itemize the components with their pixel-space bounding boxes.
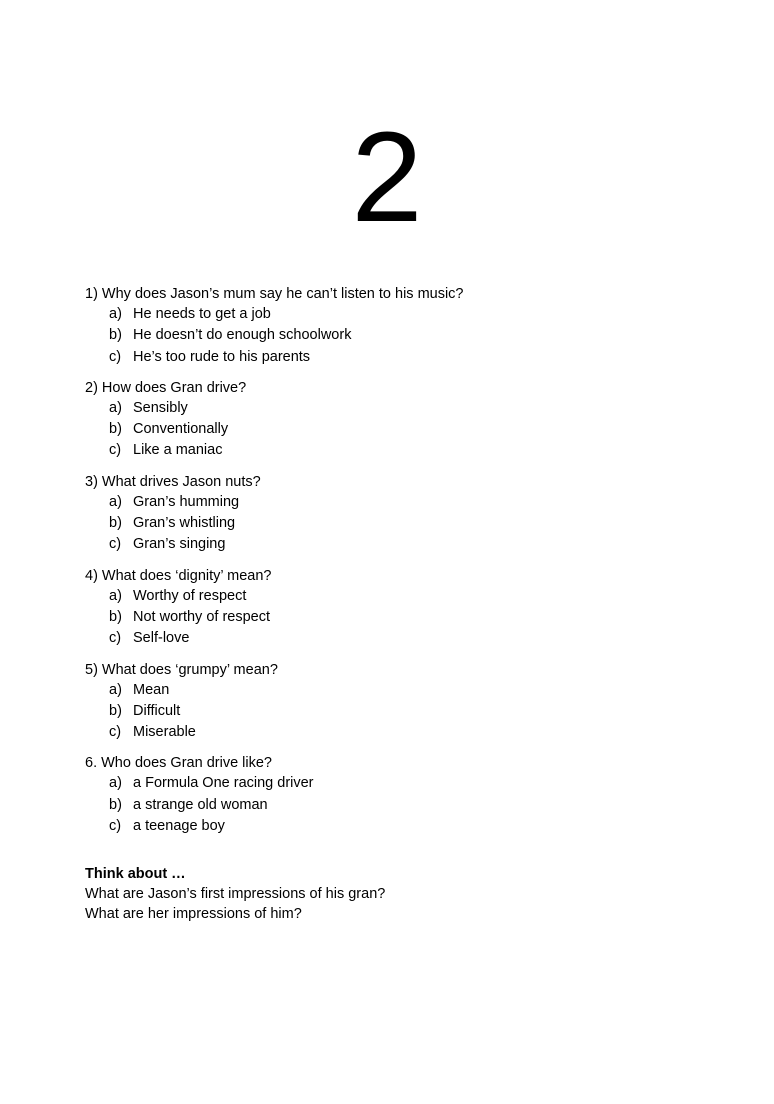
option-letter: c)	[109, 536, 122, 553]
option-letter: c)	[109, 348, 122, 365]
question-text: 1) Why does Jason’s mum say he can’t listen to his music?	[85, 286, 464, 302]
option-letter: b)	[109, 608, 122, 625]
option-text: Mean	[133, 681, 170, 698]
option-c	[85, 628, 725, 649]
question-2	[85, 378, 725, 462]
option-letter: a)	[109, 493, 122, 510]
question-text: 4) What does ‘dignity’ mean?	[85, 567, 272, 584]
option-b	[85, 513, 725, 534]
option-letter: b)	[109, 327, 122, 344]
option-letter: b)	[109, 796, 122, 813]
option-text: Like a maniac	[133, 442, 223, 459]
option-a	[85, 304, 725, 325]
option-text: He doesn’t do enough schoolwork	[133, 327, 352, 344]
option-text: Gran’s whistling	[133, 515, 236, 532]
option-letter: c)	[109, 724, 122, 741]
question-text: 6. Who does Gran drive like?	[85, 755, 272, 772]
option-b	[85, 325, 725, 346]
option-letter: b)	[109, 702, 122, 719]
option-c	[85, 816, 725, 837]
option-letter: b)	[109, 515, 122, 532]
think-about-section	[85, 864, 725, 924]
question-5	[85, 660, 725, 744]
question-text: 2) How does Gran drive?	[85, 379, 247, 396]
option-a	[85, 680, 725, 701]
option-text: Self-love	[133, 630, 190, 647]
option-letter: b)	[109, 421, 122, 438]
options-list	[85, 492, 725, 556]
option-letter: c)	[109, 630, 122, 647]
option-text: a strange old woman	[133, 796, 268, 813]
quiz-questions	[85, 284, 725, 847]
option-a	[85, 586, 725, 607]
option-text: Miserable	[133, 724, 196, 741]
option-a	[85, 773, 725, 794]
think-about-line: What are her impressions of him?	[85, 906, 302, 922]
option-b	[85, 795, 725, 816]
options-list	[85, 773, 725, 837]
option-text: Gran’s humming	[133, 493, 240, 510]
option-c	[85, 722, 725, 743]
option-letter: a)	[109, 775, 122, 792]
question-3	[85, 472, 725, 556]
question-1	[85, 284, 725, 368]
options-list	[85, 680, 725, 744]
option-text: Sensibly	[133, 399, 188, 416]
option-b	[85, 701, 725, 722]
option-c	[85, 440, 725, 461]
option-text: a teenage boy	[133, 818, 225, 835]
option-letter: c)	[109, 818, 122, 835]
option-a	[85, 398, 725, 419]
option-letter: a)	[109, 399, 122, 416]
options-list	[85, 586, 725, 650]
think-about-line: What are Jason’s first impressions of his gran?	[85, 886, 386, 902]
option-letter: a)	[109, 681, 122, 698]
page-number-heading: 2	[351, 106, 423, 249]
option-letter: a)	[109, 306, 122, 322]
option-text: Conventionally	[133, 421, 229, 438]
think-about-heading: Think about …	[85, 866, 186, 882]
option-c	[85, 347, 725, 368]
options-list	[85, 398, 725, 462]
question-6	[85, 753, 725, 837]
option-letter: a)	[109, 587, 122, 604]
option-letter: c)	[109, 442, 122, 459]
option-b	[85, 607, 725, 628]
question-4	[85, 566, 725, 650]
option-text: Gran’s singing	[133, 536, 226, 553]
option-text: He needs to get a job	[133, 306, 271, 322]
question-text: 5) What does ‘grumpy’ mean?	[85, 661, 278, 678]
question-text: 3) What drives Jason nuts?	[85, 473, 261, 490]
option-text: He’s too rude to his parents	[133, 348, 311, 365]
option-a	[85, 492, 725, 513]
option-text: Worthy of respect	[133, 587, 247, 604]
option-text: Not worthy of respect	[133, 608, 270, 625]
option-text: a Formula One racing driver	[133, 775, 314, 792]
option-b	[85, 419, 725, 440]
options-list	[85, 304, 725, 368]
option-text: Difficult	[133, 702, 181, 719]
option-c	[85, 534, 725, 555]
